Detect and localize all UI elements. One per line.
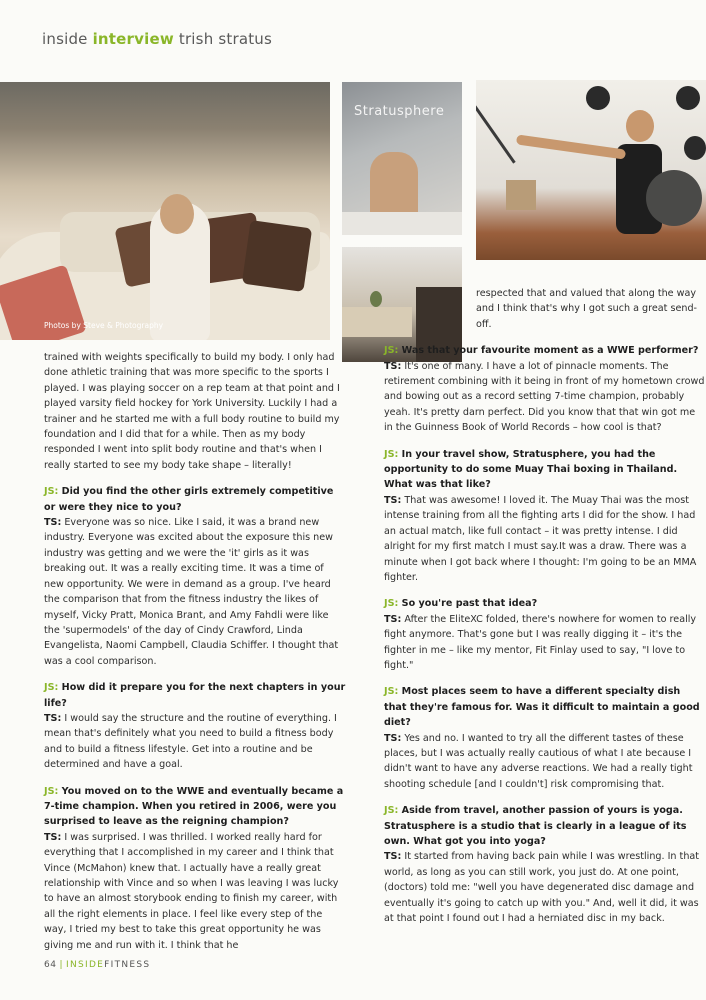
answer: After the EliteXC folded, there's nowhere for women to really fight anymore. That's gone but I was really digging it – it's the fighter in me – like my mentor, Fit Finlay used to say, "I love to fight." bbox=[384, 613, 697, 671]
qa-block: JS: In your travel show, Stratusphere, you had the opportunity to do some Muay Thai boxing in Thailand. What was that like? TS: That was awesome! I loved it. The Muay Thai was the most intense training from all the fighting arts I did for the show. I had an actual match, like full contact – it was pretty intense. I did alright for my first match I must say.It was a draw. There was a minute when I got back where I thought: I'm going to be an MMA fighter. bbox=[384, 448, 697, 583]
photo-sofa bbox=[0, 82, 330, 340]
photo-studio-sign bbox=[342, 82, 462, 235]
header-subject: trish stratus bbox=[178, 30, 273, 48]
qa-block: JS: Did you find the other girls extremely competitive or were they nice to you? TS: Everyone was so nice. Like I said, it was a brand new industry. Everyone was excited about the exposure this new industry was getting and we were the 'it' girls as it was breaking out. It was a really exciting time. It was a time of new opportunity. We were in demand as a group. I've heard the comparison that from the fitness industry the likes of myself, Vicky Pratt, Monica Brant, and Amy Fahdli were like the 'supermodels' of the day of Cindy Crawford, Linda Evangelista, Naomi Campbell, Claudia Schiffer. I thought that was a cool comparison. bbox=[44, 486, 339, 667]
answer: It started from having back pain while I was wrestling. In that world, as long as you can still work, you just do. At one point, (doctors) told me: "well you have degenerated disc damage and eventually it's going to catch up with you." And, well it did, it was at that point I found out I had a herniated disc in my back. bbox=[384, 851, 700, 925]
qa-block: JS: So you're past that idea? TS: After the EliteXC folded, there's nowhere for women to really fight anymore. That's gone but I was really digging it – it's the fighter in me – like my mentor, Fit Finlay used to say, "I love to fight." bbox=[384, 598, 697, 671]
paragraph: trained with weights specifically to build my body. I only had done athletic training that was more specific to the sports I played. I was playing soccer on a rep team at that point and I played varsity field hockey for York University. Luckily I had a trainer and he started me with a full body routine to build my foundation and I did that for a while. Then as my body responded I went into split body routine and that's when I really started to see my body take shape – literally! bbox=[44, 352, 340, 471]
qa-block: JS: How did it prepare you for the next chapters in your life? TS: I would say the structure and the routine of everything. I mean that's definitely what you need to build a fitness body and to build a fitness lifestyle. Get into a routine and be determined and have a goal. bbox=[44, 682, 346, 771]
sign-text: Stratusphere bbox=[354, 104, 445, 119]
answer: Everyone was so nice. Like I said, it was a brand new industry. Everyone was excited about the exposure this new industry was getting and we were the 'it' girls as it was breaking out. It was a really exciting time. It was a time of new opportunity. We were in demand as a group. I've heard the comparison that from the fitness industry the likes of myself, Vicky Pratt, Monica Brant, and Amy Fahdli were like the 'supermodels' of the day of Cindy Crawford, Linda Evangelista, Naomi Campbell, Claudia Schiffer. I thought that was a cool comparison. bbox=[44, 517, 339, 667]
answer: It's one of many. I have a lot of pinnacle moments. The retirement combining with it being in front of my hometown crowd and bowing out as a record setting 7-time champion, probably yeah. It's pretty darn perfect. Did you know that that win got me in the Guinness Book of World Records – how cool is that? bbox=[384, 360, 705, 434]
right-column bbox=[384, 286, 706, 937]
header-prefix: inside bbox=[42, 30, 88, 48]
header-accent: interview bbox=[92, 30, 174, 48]
magazine-name-suffix: FITNESS bbox=[104, 960, 151, 970]
page-number: 64 bbox=[44, 960, 57, 970]
page-footer: 64 | INSIDEFITNESS bbox=[44, 960, 151, 970]
question: So you're past that idea? bbox=[401, 598, 538, 610]
answer: I was surprised. I was thrilled. I worked really hard for everything that I accomplished in my career and I think that Vince (McMahon) knew that. I actually have a really great relationship with Vince and so when I was leaving I was lucky to have an almost storybook ending to finish my career, with all the right elements in place. I feel like every step of the way, I tried my best to take this great opportunity he was giving me and run with it. I think that he bbox=[44, 831, 339, 951]
answer: I would say the structure and the routine of everything. I mean that's definitely what you need to build a fitness body and to build a fitness lifestyle. Get into a routine and be determined and have a goal. bbox=[44, 712, 337, 771]
photo-caption: Photos by Steve & Photography bbox=[44, 321, 164, 330]
magazine-name-prefix: INSIDE bbox=[66, 960, 105, 970]
question: How did it prepare you for the next chapters in your life? bbox=[44, 682, 346, 709]
question: Was that your favourite moment as a WWE performer? bbox=[401, 345, 699, 357]
qa-block: JS: Most places seem to have a different specialty dish that they're famous for. Was it difficult to maintain a good diet? TS: Yes and no. I wanted to try all the different tastes of these places, but I was actually really cautious of what I ate because I didn't want to have any adverse reactions. We had a really tight shooting schedule [and I couldn't] risk compromising that. bbox=[384, 686, 700, 790]
qa-block: JS: Aside from travel, another passion of yours is yoga. Stratusphere is a studio that is clearly in a league of its own. What got you into yoga? TS: It started from having back pain while I was wrestling. In that world, as long as you can still work, you just do. At one point, (doctors) told me: "well you have degenerated disc damage and eventually it's going to catch up with you." And, well it did, it was at that point I found out I had a herniated disc in my back. bbox=[384, 805, 700, 925]
photo-boxing bbox=[476, 80, 706, 260]
paragraph: respected that and valued that along the way and I think that's why I got such a great send-off. bbox=[476, 288, 698, 330]
question: Most places seem to have a different specialty dish that they're famous for. Was it difficult to maintain a good diet? bbox=[384, 686, 700, 729]
section-header bbox=[42, 30, 272, 48]
question: In your travel show, Stratusphere, you had the opportunity to do some Muay Thai boxing in Thailand. What was that like? bbox=[384, 448, 678, 491]
answer: That was awesome! I loved it. The Muay Thai was the most intense training from all the fighting arts I did for the show. I had an actual match, like full contact – it was pretty intense. I did alright for my first match I must say.It was a draw. There was a minute when I got back where I thought: I'm going to be an MMA fighter. bbox=[384, 494, 697, 583]
question: Aside from travel, another passion of yours is yoga. Stratusphere is a studio that is clearly in a league of its own. What got you into yoga? bbox=[384, 805, 687, 847]
answer: Yes and no. I wanted to try all the different tastes of these places, but I was actually really cautious of what I ate because I didn't want to have any adverse reactions. We had a really tight shooting schedule [and I couldn't] risk compromising that. bbox=[384, 732, 693, 790]
left-column bbox=[44, 350, 346, 964]
question: You moved on to the WWE and eventually became a 7-time champion. When you retired in 2006, were you surprised to leave as the reigning champion? bbox=[44, 785, 344, 828]
question: Did you find the other girls extremely competitive or were they nice to you? bbox=[44, 486, 334, 513]
qa-block: JS: You moved on to the WWE and eventually became a 7-time champion. When you retired in 2006, were you surprised to leave as the reigning champion? TS: I was surprised. I was thrilled. I worked really hard for everything that I accomplished in my career and I think that Vince (McMahon) knew that. I actually have a really great relationship with Vince and so when I was leaving I was lucky to have an almost storybook ending to finish my career, with all the right elements in place. I feel like every step of the way, I tried my best to take this great opportunity he was giving me and run with it. I think that he bbox=[44, 785, 344, 951]
qa-block: JS: Was that your favourite moment as a WWE performer? TS: It's one of many. I have a lot of pinnacle moments. The retirement combining with it being in front of my hometown crowd and bowing out as a record setting 7-time champion, probably yeah. It's pretty darn perfect. Did you know that that win got me in the Guinness Book of World Records – how cool is that? bbox=[384, 345, 705, 434]
